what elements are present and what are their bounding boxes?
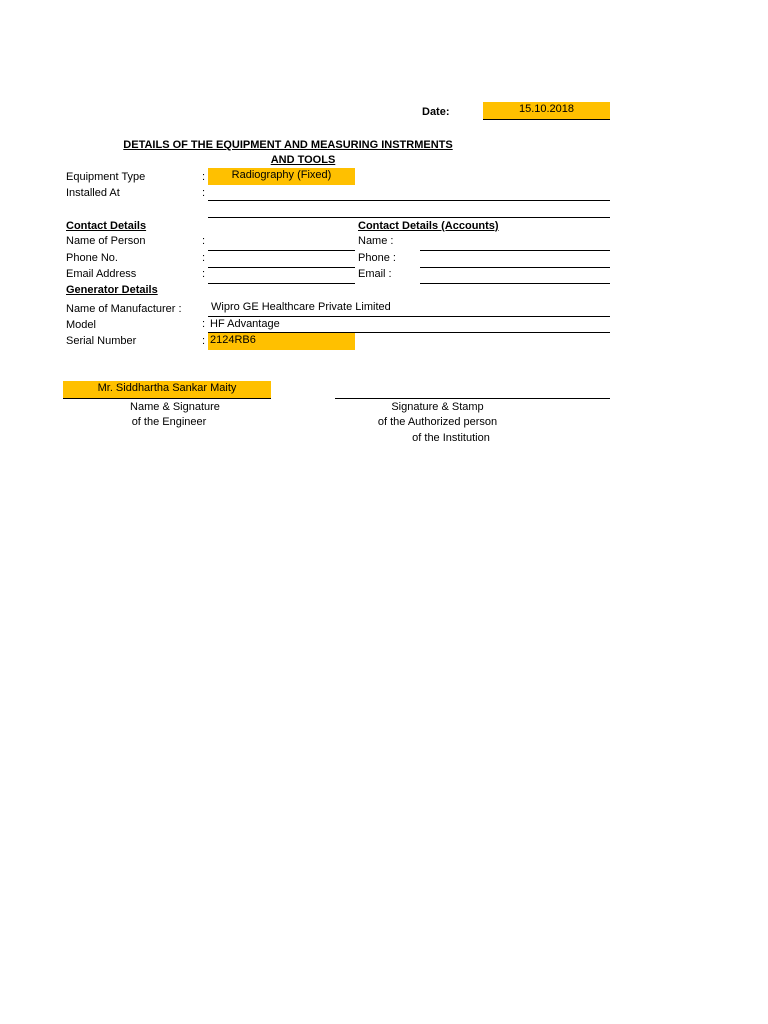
- colon: :: [202, 335, 206, 347]
- authorized-signature-line: [335, 398, 610, 399]
- generator-details-heading: Generator Details: [66, 284, 158, 296]
- equipment-type-value: Radiography (Fixed): [208, 168, 355, 185]
- accounts-email-line: [420, 283, 610, 284]
- model-label: Model: [66, 319, 96, 331]
- accounts-name-line: [420, 250, 610, 251]
- engineer-caption-line2: of the Engineer: [131, 416, 207, 428]
- authorized-caption-line3: of the Institution: [412, 432, 490, 444]
- email-line: [208, 283, 355, 284]
- installed-at-line-2: [208, 217, 610, 218]
- contact-accounts-heading: Contact Details (Accounts): [358, 220, 499, 232]
- installed-at-line: [208, 200, 610, 201]
- colon: :: [202, 268, 206, 280]
- serial-number-value: 2124RB6: [208, 333, 355, 350]
- contact-details-heading: Contact Details: [66, 220, 147, 232]
- date-value: 15.10.2018: [483, 102, 610, 119]
- accounts-email-label: Email :: [358, 268, 392, 280]
- colon: :: [202, 171, 206, 183]
- engineer-caption-line1: Name & Signature: [130, 401, 220, 413]
- date-underline: [483, 119, 610, 120]
- authorized-caption-line2: of the Authorized person: [377, 416, 498, 428]
- serial-number-label: Serial Number: [66, 335, 137, 347]
- engineer-signature-line: [63, 398, 271, 399]
- form-title-line1: DETAILS OF THE EQUIPMENT AND MEASURING INSTRMENTS: [123, 139, 453, 151]
- form-title-line2: AND TOOLS: [270, 154, 336, 166]
- phone-label: Phone No.: [66, 252, 118, 264]
- colon: :: [202, 318, 206, 330]
- colon: :: [202, 235, 206, 247]
- accounts-phone-label: Phone :: [358, 252, 396, 264]
- colon: :: [202, 252, 206, 264]
- colon: :: [202, 187, 206, 199]
- person-name-label: Name of Person: [66, 235, 146, 247]
- authorized-caption-line1: Signature & Stamp: [391, 401, 484, 413]
- engineer-name: Mr. Siddhartha Sankar Maity: [63, 381, 271, 398]
- manufacturer-label: Name of Manufacturer :: [66, 303, 182, 315]
- date-label: Date:: [422, 106, 450, 118]
- person-name-line: [208, 250, 355, 251]
- email-label: Email Address: [66, 268, 137, 280]
- phone-line: [208, 267, 355, 268]
- installed-at-label: Installed At: [66, 187, 120, 199]
- accounts-name-label: Name :: [358, 235, 394, 247]
- model-value: HF Advantage: [210, 318, 280, 330]
- accounts-phone-line: [420, 267, 610, 268]
- equipment-type-label: Equipment Type: [66, 171, 146, 183]
- manufacturer-value: Wipro GE Healthcare Private Limited: [211, 301, 391, 313]
